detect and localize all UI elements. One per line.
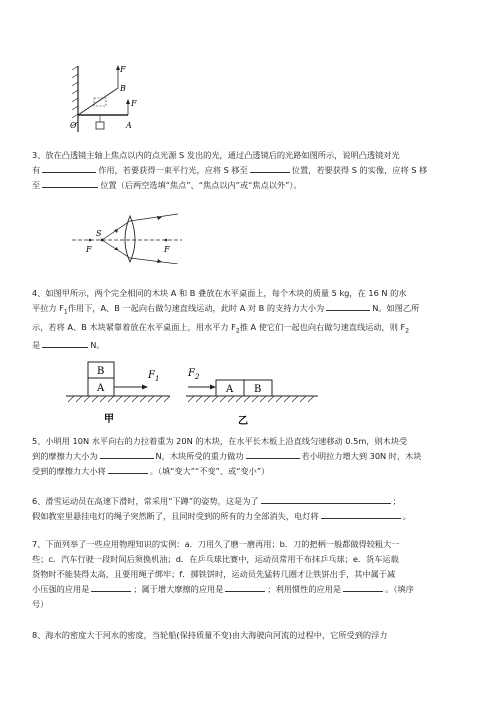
convex-lens <box>125 216 135 262</box>
q3-blank-1[interactable] <box>42 163 96 173</box>
figure-yi <box>186 368 318 427</box>
question-4 <box>32 286 472 353</box>
lever-figure <box>60 58 145 138</box>
label-a2: A <box>226 384 234 395</box>
ray-lower-out <box>130 258 178 264</box>
dashed-box <box>94 98 106 106</box>
tilted-bar <box>78 88 118 115</box>
q7-line-2: 些；c．汽车行驶一段时间后须换机油；d．在乒乓球比赛中，运动员常用干布抹乒乓球；e．货车运载 <box>32 554 399 564</box>
q3-blank-2[interactable] <box>250 163 290 173</box>
caption-jia: 甲 <box>104 414 114 425</box>
q4-blank-1[interactable] <box>326 301 370 311</box>
q5-blank-1[interactable] <box>100 449 154 459</box>
q6-blank-2[interactable] <box>321 509 401 519</box>
label-f-right: F <box>164 245 170 254</box>
q6-line-2: 假如教室里悬挂电灯的绳子突然断了，且同时受到的所有的力全部消失，电灯将 。 <box>32 511 411 521</box>
q4-line-1: 4、如图甲所示，两个完全相同的木块 A 和 B 叠放在水平桌面上，每个木块的质量 5 kg，在 16 N 的水 <box>32 288 407 298</box>
question-5 <box>32 434 472 479</box>
focus-left <box>89 239 92 242</box>
label-f-top: F <box>120 65 126 74</box>
q3-line-2: 有 作用，若要获得一束平行光，应将 S 移至 位置，若要获得 S 的实像，应将 S 移 <box>32 165 428 175</box>
q7-line-4: 小压强的应用是 ；属于增大摩擦的应用是 ；利用惯性的应用是 。（填序 <box>32 584 414 594</box>
figure-jia <box>66 362 170 425</box>
label-b1: B <box>97 366 105 377</box>
question-7 <box>32 537 472 612</box>
q6-line-1: 6、滑雪运动员在高速下滑时，常采用“下蹲”的姿势，这是为了 ； <box>32 496 401 506</box>
caption-yi: 乙 <box>238 416 248 427</box>
q5-line-1: 5、小明用 10N 水平向右的力拉着重为 20N 的木块，在水平长木板上沿直线匀速移动 0.5m，则木块受 <box>32 436 408 446</box>
label-a: A <box>126 121 132 130</box>
q8-line-1: 8、海水的密度大于河水的密度，当轮船(保持质量不变)由大海驶向河流的过程中，它所受到的浮力 <box>32 630 388 640</box>
label-f-left: F <box>86 245 92 254</box>
label-f2: $F_2$ <box>188 368 200 381</box>
q4-line-4: 是 N。 <box>32 340 105 351</box>
q3-line-1: 3、放在凸透镜主轴上焦点以内的点光源 S 发出的光，通过凸透镜后的光路如图所示，说明凸透镜对光 <box>32 150 400 160</box>
q7-line-3: 货物时不能装得太高，且要用绳子绑牢；f．掷铁饼时，运动员先猛转几圈才让铁饼出手，其中属于减 <box>32 569 396 579</box>
label-b2: B <box>254 384 262 395</box>
question-6 <box>32 494 472 524</box>
label-f1: $F_1$ <box>148 370 160 383</box>
label-f-right: F <box>131 99 137 108</box>
ray-upper-out <box>130 214 178 221</box>
q4-line-3: 示，若将 A、B 木块紧靠着放在水平桌面上，用水平力 $F_2$推 A 使它们一起也向右做匀速直线运动，则 $F_2$ <box>32 321 410 335</box>
question-8 <box>32 628 472 643</box>
q7-line-1: 7、下面列举了一些应用物理知识的实例：a．刀用久了磨一磨再用；b．刀的把柄一般都做得较粗大一 <box>32 539 400 549</box>
q6-blank-1[interactable] <box>261 494 391 504</box>
lens-figure <box>70 212 185 264</box>
label-s: S <box>96 229 102 238</box>
q7-blank-3[interactable] <box>343 582 383 592</box>
q5-line-2: 到的摩擦力大小为 N，木块所受的重力做功 若小明拉力增大到 30N 时，木块 <box>32 451 422 461</box>
question-3 <box>32 148 472 193</box>
label-a1: A <box>97 383 105 394</box>
label-b: B <box>120 84 126 93</box>
q7-blank-2[interactable] <box>225 582 265 592</box>
q5-line-3: 受到的摩擦力大小将 。（填“变大”“不变”、或“变小”） <box>32 466 270 476</box>
q3-line-3: 至 位置（后两空选填“焦点”、“焦点以内”或“焦点以外”）。 <box>32 180 302 190</box>
focus-right <box>165 239 168 242</box>
q4-line-2: 平拉力 $F_1$作用下，A、B 一起向右做匀速直线运动，此时 A 对 B 的支持力大小为 N。如图乙所 <box>32 303 420 316</box>
blocks-figure <box>66 358 321 430</box>
q4-blank-2[interactable] <box>42 338 88 348</box>
weight-block <box>96 122 104 129</box>
q5-blank-3[interactable] <box>108 464 148 474</box>
label-o: O <box>70 121 77 130</box>
q7-blank-1[interactable] <box>91 582 131 592</box>
q3-blank-3[interactable] <box>42 178 98 188</box>
q7-line-5: 号） <box>32 599 49 609</box>
q5-blank-2[interactable] <box>246 449 300 459</box>
